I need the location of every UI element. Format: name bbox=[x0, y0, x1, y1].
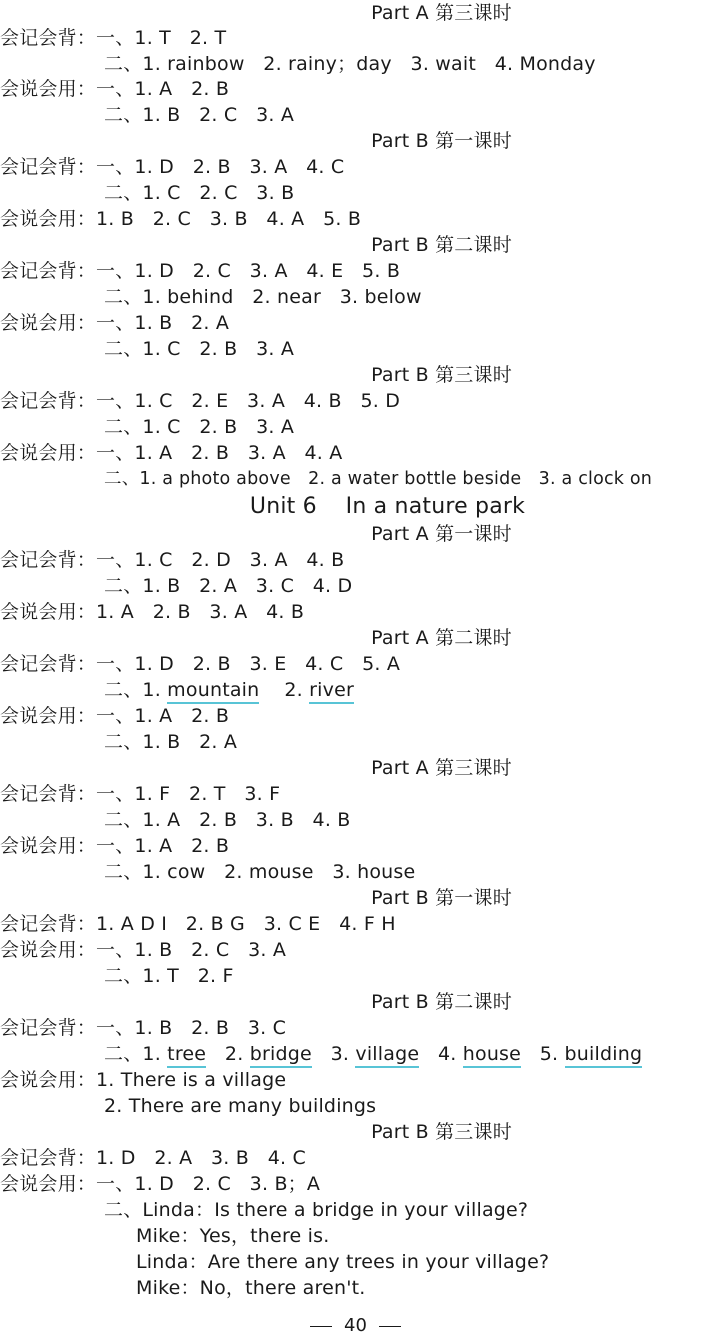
dialogue-line: Mike：Yes，there is. bbox=[136, 1225, 330, 1247]
answer-line: 会说会用：一、1. A 2. B bbox=[0, 835, 230, 857]
row-label: 会说会用： bbox=[0, 208, 97, 230]
answer-line: 会记会背：一、1. C 2. E 3. A 4. B 5. D bbox=[0, 390, 401, 412]
answer-line: 二、1. A 2. B 3. B 4. B bbox=[104, 809, 351, 831]
answer-line: 会记会背：1. A D I 2. B G 3. C E 4. F H bbox=[0, 913, 396, 935]
row-label: 会记会背： bbox=[0, 260, 97, 282]
answer-line: 会记会背：一、1. T 2. T bbox=[0, 27, 227, 49]
answer-line: 二、1. mountain 2. river bbox=[104, 677, 354, 703]
answer-line: 二、1. B 2. C 3. A bbox=[104, 104, 295, 126]
answer-line: 会记会背：一、1. D 2. C 3. A 4. E 5. B bbox=[0, 260, 401, 282]
section-heading: Part A 第三课时 bbox=[371, 2, 512, 24]
row-label: 会记会背： bbox=[0, 1147, 97, 1169]
filled-word: village bbox=[355, 1043, 419, 1068]
row-label: 会记会背： bbox=[0, 1017, 97, 1039]
dash-left bbox=[310, 1326, 332, 1327]
answer-line: 二、1. C 2. B 3. A bbox=[104, 416, 295, 438]
section-heading: Part B 第一课时 bbox=[371, 887, 512, 909]
filled-word: building bbox=[565, 1043, 643, 1068]
answer-line: 会说会用：一、1. D 2. C 3. B；A bbox=[0, 1173, 321, 1195]
section-heading: Part A 第二课时 bbox=[371, 627, 512, 649]
answer-line: 二、1. C 2. B 3. A bbox=[104, 338, 295, 360]
answer-line: 会记会背：一、1. D 2. B 3. A 4. C bbox=[0, 156, 345, 178]
answer-line: 会说会用：1. There is a village bbox=[0, 1069, 287, 1091]
section-heading: Part A 第三课时 bbox=[371, 757, 512, 779]
row-label: 会说会用： bbox=[0, 601, 97, 623]
answer-line: 二、1. C 2. C 3. B bbox=[104, 182, 295, 204]
page-number: 40 bbox=[0, 1315, 711, 1337]
section-heading: Part B 第三课时 bbox=[371, 1121, 512, 1143]
answer-line: 会说会用：1. B 2. C 3. B 4. A 5. B bbox=[0, 208, 362, 230]
dialogue-line: Mike：No，there aren't. bbox=[136, 1277, 366, 1299]
filled-word: tree bbox=[167, 1043, 206, 1068]
answer-line: 会记会背：一、1. F 2. T 3. F bbox=[0, 783, 281, 805]
dash-right bbox=[379, 1326, 401, 1327]
answer-line: 二、1. B 2. A 3. C 4. D bbox=[104, 575, 353, 597]
answer-line: 会说会用：一、1. B 2. C 3. A bbox=[0, 939, 287, 961]
filled-word: house bbox=[463, 1043, 521, 1068]
answer-line: 二、1. T 2. F bbox=[104, 965, 234, 987]
row-label: 会说会用： bbox=[0, 939, 97, 961]
unit-title: Unit 6 In a nature park bbox=[249, 494, 526, 519]
answer-line: 二、1. behind 2. near 3. below bbox=[104, 286, 422, 308]
filled-word: bridge bbox=[250, 1043, 312, 1068]
row-label: 会记会背： bbox=[0, 390, 97, 412]
answer-line: 二、1. rainbow 2. rainy；day 3. wait 4. Monday bbox=[104, 53, 596, 75]
row-label: 会说会用： bbox=[0, 835, 97, 857]
row-label: 会说会用： bbox=[0, 705, 97, 727]
row-label: 会记会背： bbox=[0, 653, 97, 675]
row-label: 会说会用： bbox=[0, 442, 97, 464]
answer-line: 二、1. cow 2. mouse 3. house bbox=[104, 861, 416, 883]
answer-line: 会说会用：一、1. A 2. B 3. A 4. A bbox=[0, 442, 343, 464]
row-label: 会记会背： bbox=[0, 27, 97, 49]
answer-line: 会记会背：一、1. C 2. D 3. A 4. B bbox=[0, 549, 345, 571]
row-label: 会记会背： bbox=[0, 913, 97, 935]
answer-line: 会记会背：1. D 2. A 3. B 4. C bbox=[0, 1147, 306, 1169]
section-heading: Part B 第三课时 bbox=[371, 364, 512, 386]
answer-line: 二、1. tree 2. bridge 3. village 4. house 5. building bbox=[104, 1041, 642, 1067]
row-label: 会说会用： bbox=[0, 312, 97, 334]
dialogue-line: 二、Linda：Is there a bridge in your village? bbox=[104, 1199, 529, 1221]
row-label: 会记会背： bbox=[0, 156, 97, 178]
filled-word: river bbox=[309, 679, 354, 704]
answer-line: 会说会用：一、1. A 2. B bbox=[0, 705, 230, 727]
section-heading: Part B 第二课时 bbox=[371, 234, 512, 256]
row-label: 会说会用： bbox=[0, 1173, 97, 1195]
answer-line: 会说会用：一、1. A 2. B bbox=[0, 78, 230, 100]
answer-line: 会说会用：一、1. B 2. A bbox=[0, 312, 230, 334]
answer-line: 会说会用：1. A 2. B 3. A 4. B bbox=[0, 601, 305, 623]
section-heading: Part B 第二课时 bbox=[371, 991, 512, 1013]
answer-line: 会记会背：一、1. B 2. B 3. C bbox=[0, 1017, 287, 1039]
row-label: 会记会背： bbox=[0, 783, 97, 805]
row-label: 会说会用： bbox=[0, 78, 97, 100]
answer-line: 二、1. a photo above 2. a water bottle beside 3. a clock on bbox=[104, 469, 653, 489]
answer-line: 2. There are many buildings bbox=[104, 1095, 377, 1117]
section-heading: Part B 第一课时 bbox=[371, 130, 512, 152]
section-heading: Part A 第一课时 bbox=[371, 523, 512, 545]
row-label: 会记会背： bbox=[0, 549, 97, 571]
row-label: 会说会用： bbox=[0, 1069, 97, 1091]
dialogue-line: Linda：Are there any trees in your village? bbox=[136, 1251, 550, 1273]
answer-line: 二、1. B 2. A bbox=[104, 731, 238, 753]
answer-line: 会记会背：一、1. D 2. B 3. E 4. C 5. A bbox=[0, 653, 401, 675]
filled-word: mountain bbox=[167, 679, 259, 704]
